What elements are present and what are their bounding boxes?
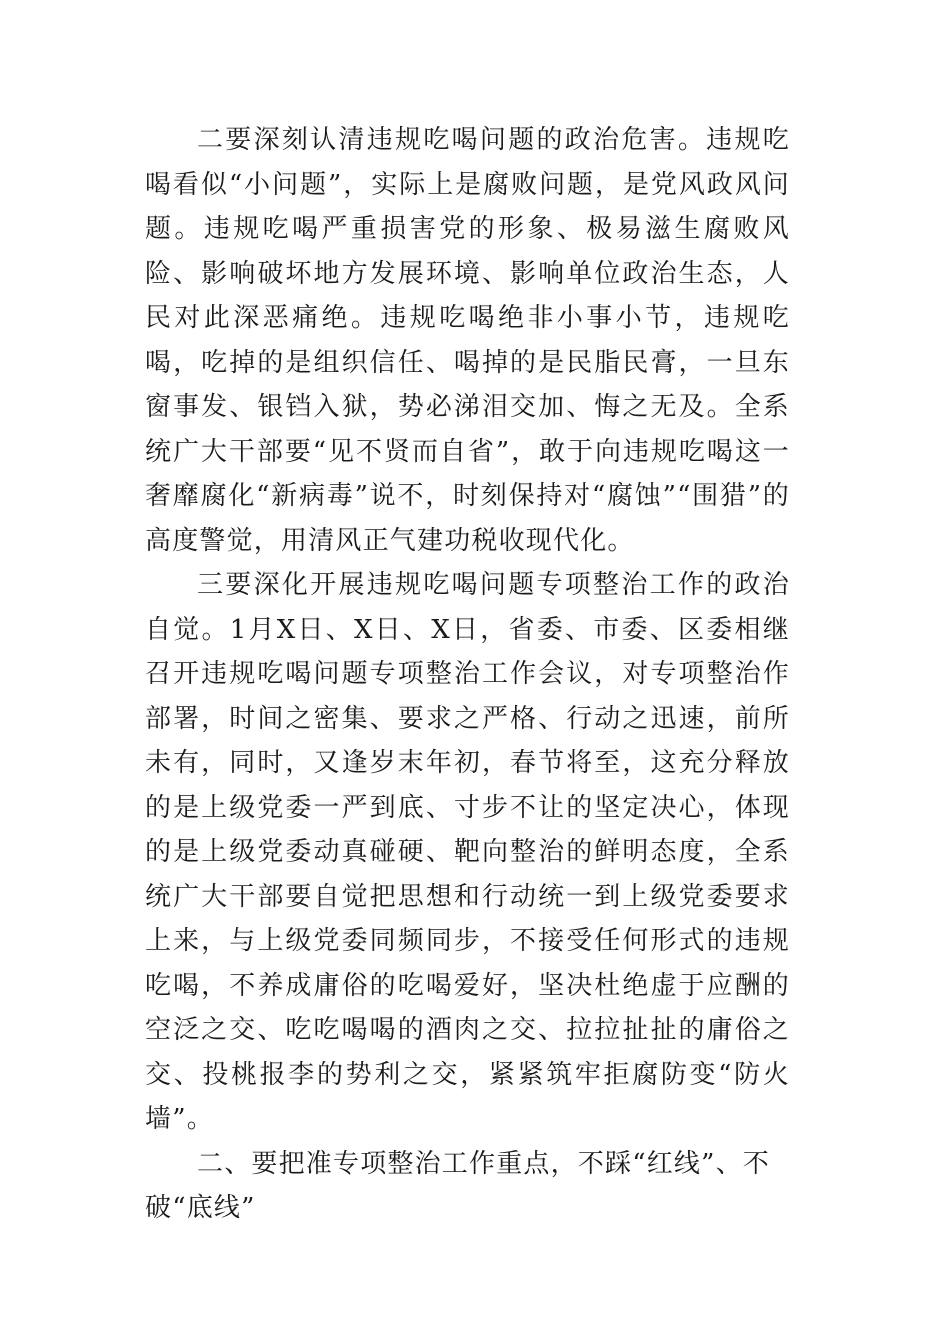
document-body <box>145 118 790 1231</box>
paragraph-political-consciousness: 三要深化开展违规吃喝问题专项整治工作的政治自觉。1月X日、X日、X日，省委、市委、区委相继召开违规吃喝问题专项整治工作会议，对专项整治作部署，时间之密集、要求之严格、行动之迅速，前所未有，同时，又逢岁末年初，春节将至，这充分释放的是上级党委一严到底、寸步不让的坚定决心，体现的是上级党委动真碰硬、靶向整治的鲜明态度，全系统广大干部要自觉把思想和行动统一到上级党委要求上来，与上级党委同频同步，不接受任何形式的违规吃喝，不养成庸俗的吃喝爱好，坚决杜绝虚于应酬的空泛之交、吃吃喝喝的酒肉之交、拉拉扯扯的庸俗之交、投桃报李的势利之交，紧紧筑牢拒腐防变“防火墙”。 <box>145 570 790 1134</box>
section-heading: 二、要把准专项整治工作重点，不踩“红线”、不破“底线” <box>145 1148 770 1223</box>
paragraph-political-harm: 二要深刻认清违规吃喝问题的政治危害。违规吃喝看似“小问题”，实际上是腐败问题，是党风政风问题。违规吃喝严重损害党的形象、极易滋生腐败风险、影响破坏地方发展环境、影响单位政治生态，人民对此深恶痛绝。违规吃喝绝非小事小节，违规吃喝，吃掉的是组织信任、喝掉的是民脂民膏，一旦东窗事发、银铛入狱，势必涕泪交加、悔之无及。全系统广大干部要“见不贤而自省”，敢于向违规吃喝这一奢靡腐化“新病毒”说不，时刻保持对“腐蚀”“围猎”的高度警觉，用清风正气建功税收现代化。 <box>145 125 790 556</box>
